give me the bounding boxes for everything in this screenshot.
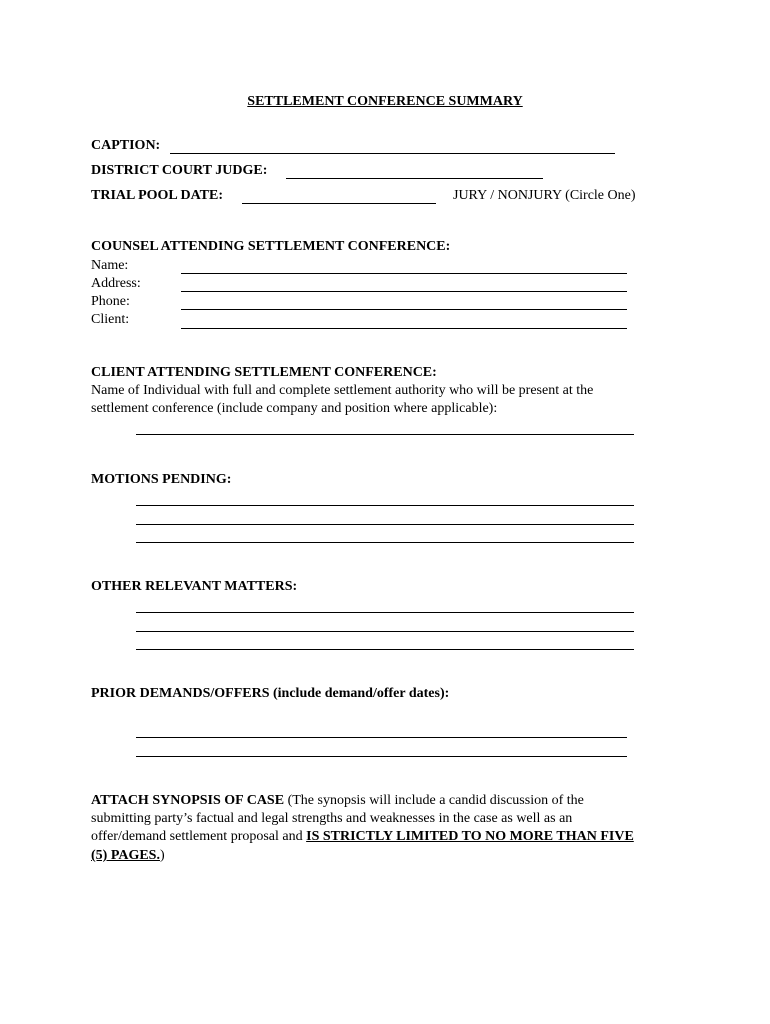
synopsis-line4	[91, 848, 165, 864]
synopsis-pages: (5) PAGES.	[91, 848, 160, 863]
prior-demands-line[interactable]	[136, 756, 627, 757]
counsel-client-line[interactable]	[181, 328, 627, 329]
synopsis-strict: IS STRICTLY LIMITED TO NO MORE THAN FIVE	[306, 829, 634, 844]
counsel-heading: COUNSEL ATTENDING SETTLEMENT CONFERENCE:	[91, 239, 451, 254]
other-matters-line[interactable]	[136, 612, 634, 613]
synopsis-text3: offer/demand settlement proposal and	[91, 829, 307, 844]
caption-label: CAPTION:	[91, 138, 161, 153]
counsel-name-line[interactable]	[181, 273, 627, 274]
counsel-phone-label: Phone:	[91, 294, 130, 309]
jury-nonjury-text: JURY / NONJURY (Circle One)	[453, 188, 636, 203]
motions-line[interactable]	[136, 542, 634, 543]
prior-demands-heading: PRIOR DEMANDS/OFFERS (include demand/offer dates):	[91, 686, 450, 701]
judge-line[interactable]	[286, 178, 543, 179]
other-matters-line[interactable]	[136, 649, 634, 650]
document-title: SETTLEMENT CONFERENCE SUMMARY	[247, 94, 523, 109]
synopsis-line1	[91, 793, 584, 809]
trial-pool-line[interactable]	[242, 203, 436, 204]
synopsis-line2: submitting party’s factual and legal strengths and weaknesses in the case as well as an	[91, 811, 573, 826]
client-answer-line[interactable]	[136, 434, 634, 435]
motions-line[interactable]	[136, 524, 634, 525]
counsel-name-label: Name:	[91, 258, 129, 273]
judge-label: DISTRICT COURT JUDGE:	[91, 163, 268, 178]
counsel-address-line[interactable]	[181, 291, 627, 292]
counsel-client-label: Client:	[91, 312, 130, 327]
other-matters-heading: OTHER RELEVANT MATTERS:	[91, 579, 298, 594]
prior-demands-line[interactable]	[136, 737, 627, 738]
counsel-address-label: Address:	[91, 276, 141, 291]
synopsis-close: )	[159, 848, 165, 863]
other-matters-line[interactable]	[136, 631, 634, 632]
trial-pool-label: TRIAL POOL DATE:	[91, 188, 223, 203]
synopsis-lead: ATTACH SYNOPSIS OF CASE	[91, 793, 285, 808]
motions-line[interactable]	[136, 505, 634, 506]
client-text-line2: settlement conference (include company and position where applicable):	[91, 401, 498, 416]
client-text-line1: Name of Individual with full and complete settlement authority who will be present at the	[91, 383, 594, 398]
client-heading: CLIENT ATTENDING SETTLEMENT CONFERENCE:	[91, 365, 437, 380]
synopsis-text1: (The synopsis will include a candid discussion of the	[284, 793, 584, 808]
caption-line[interactable]	[170, 153, 615, 154]
counsel-phone-line[interactable]	[181, 309, 627, 310]
synopsis-line3	[91, 829, 634, 845]
motions-heading: MOTIONS PENDING:	[91, 472, 232, 487]
